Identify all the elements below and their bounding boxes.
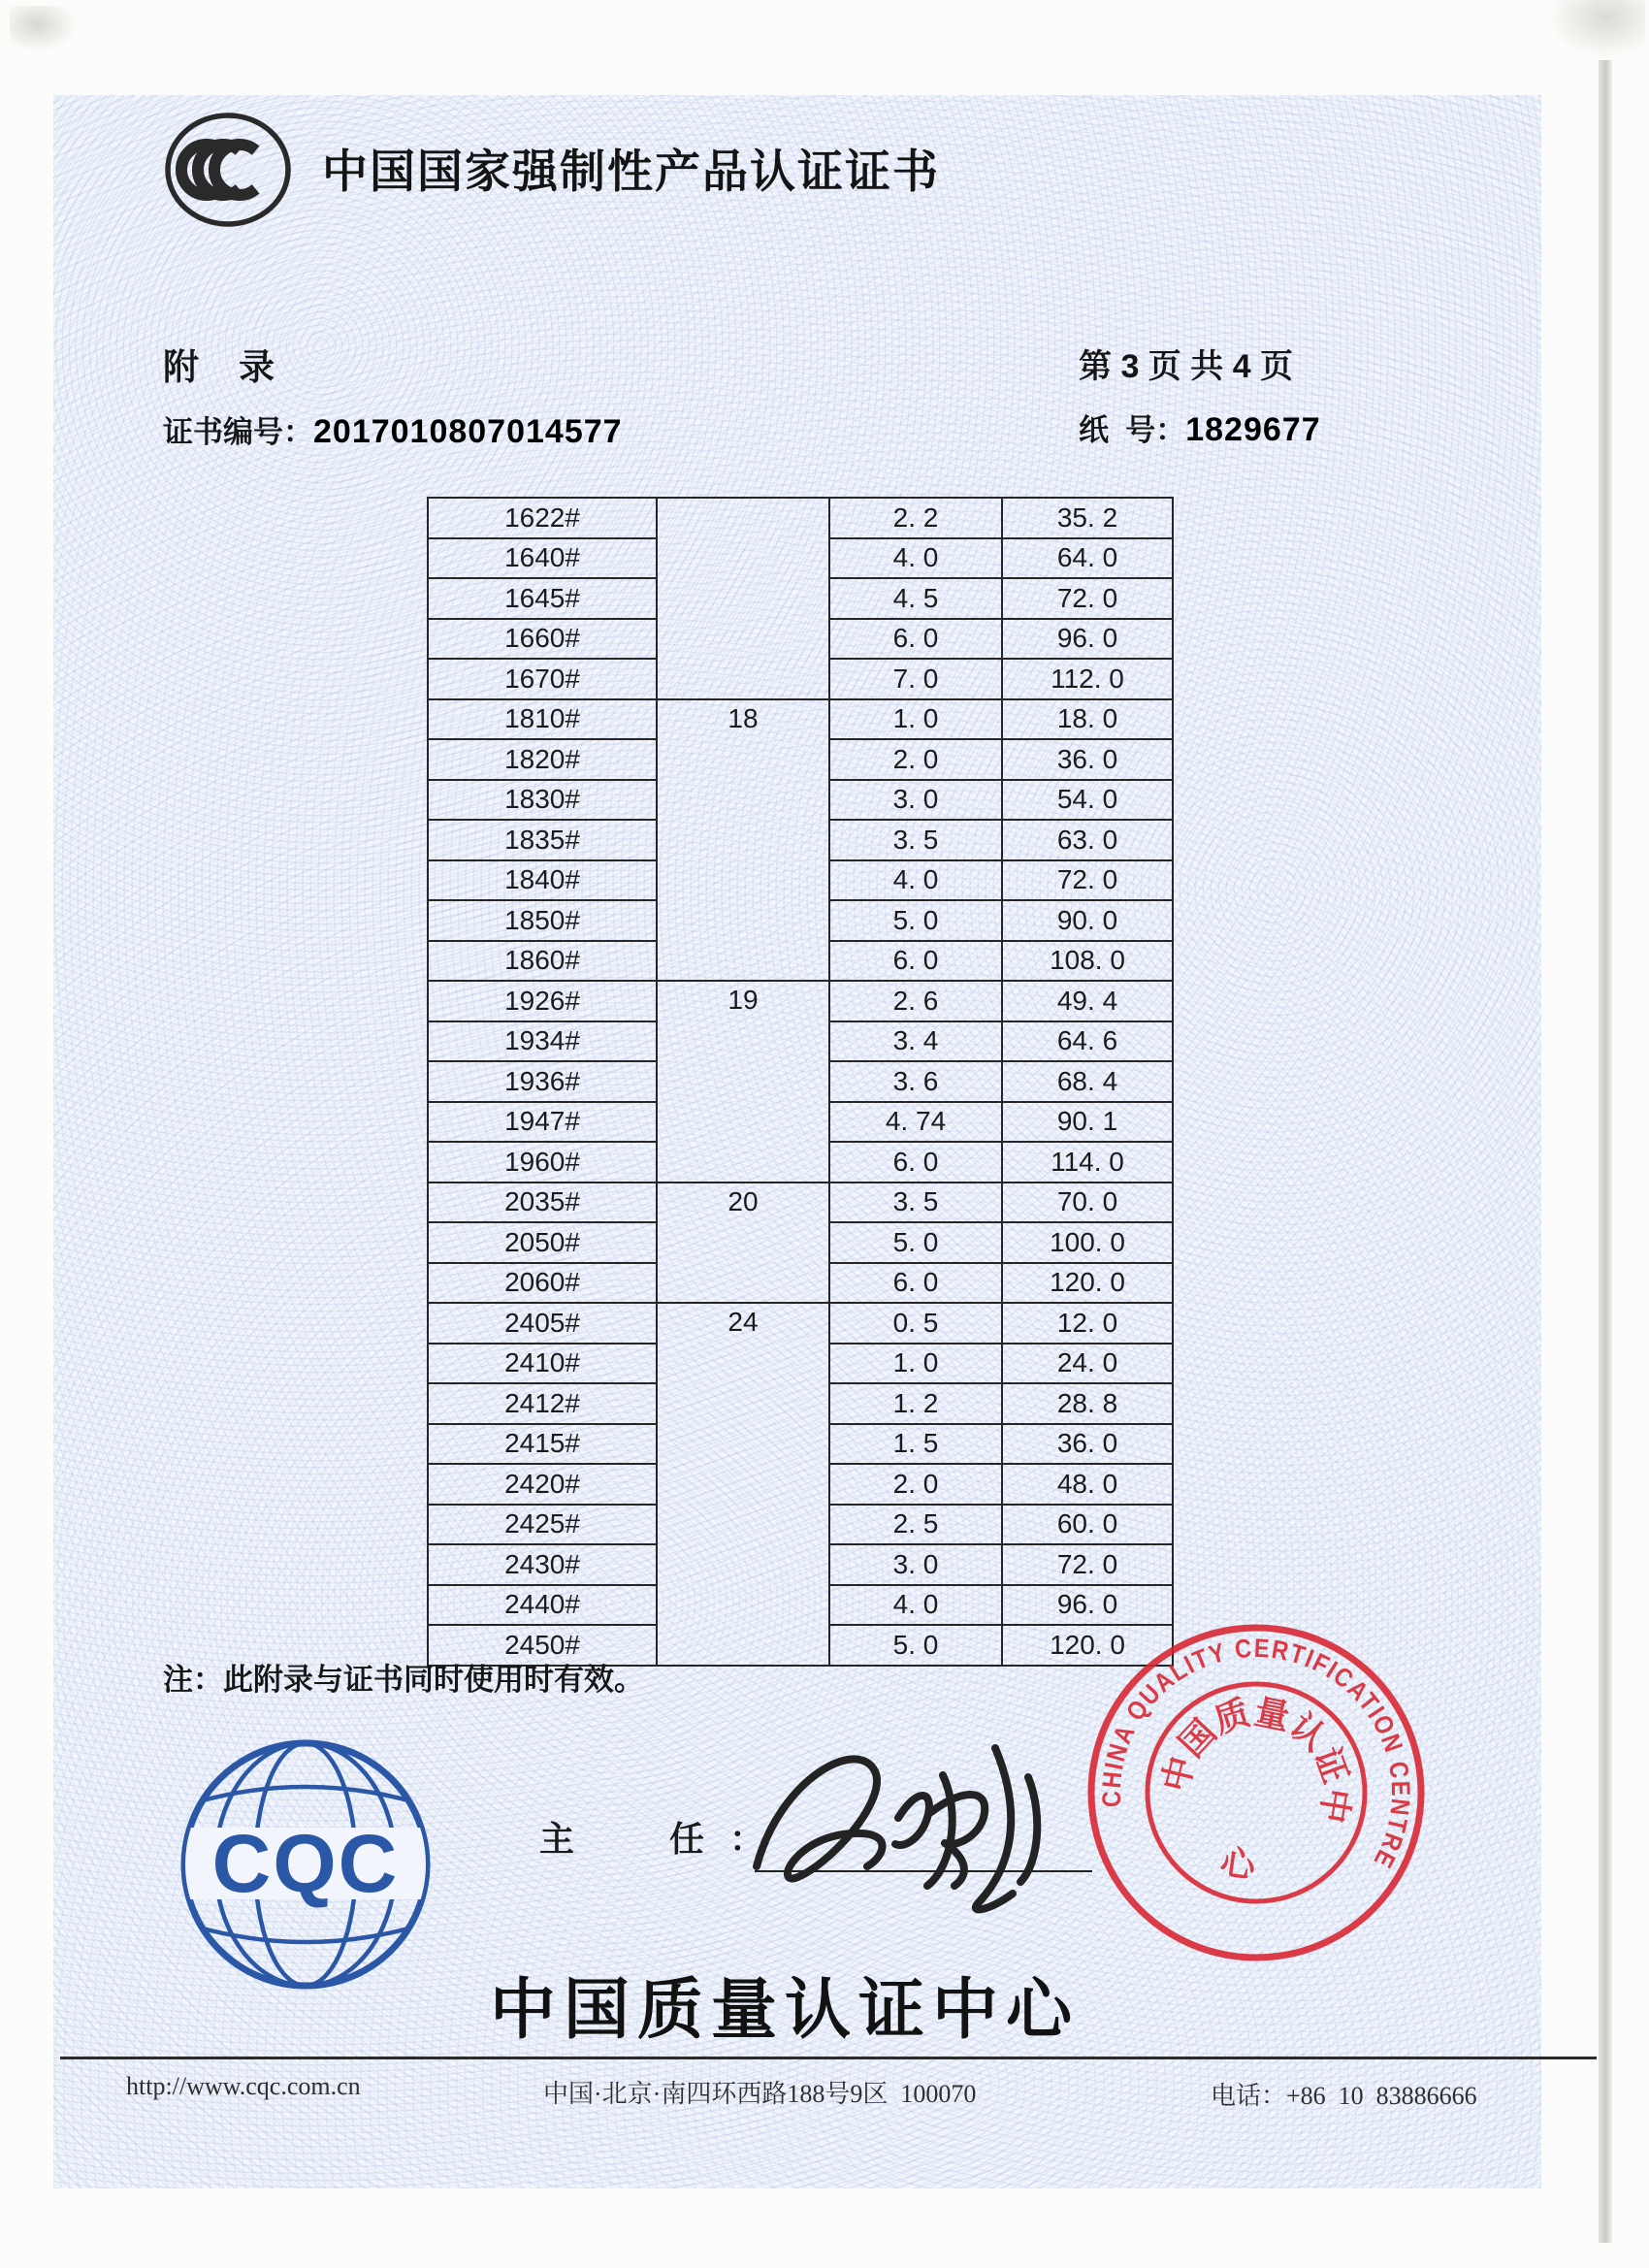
value2-cell: 108. 0 <box>1002 941 1173 982</box>
value-cell: 3. 0 <box>829 780 1002 821</box>
model-cell: 1840# <box>428 860 657 901</box>
paper-number-label: 纸 号： <box>1079 413 1186 447</box>
size-cell: 20 <box>657 1183 829 1304</box>
page-info: 第 3 页 共 4 页 <box>1079 348 1294 385</box>
model-cell: 2410# <box>428 1344 657 1384</box>
model-cell: 1926# <box>428 981 657 1021</box>
model-cell: 1960# <box>428 1142 657 1183</box>
value2-cell: 18. 0 <box>1002 699 1173 740</box>
certificate-number-label: 证书编号： <box>163 415 313 449</box>
value-cell: 4. 0 <box>829 860 1002 901</box>
appendix-label: 附 录 <box>163 347 275 387</box>
organization-name: 中国质量认证中心 <box>490 1973 1081 2047</box>
value-cell: 3. 5 <box>829 820 1002 860</box>
director-label: 主 任： <box>539 1819 791 1859</box>
value-cell: 6. 0 <box>829 1263 1002 1304</box>
model-cell: 1850# <box>428 900 657 941</box>
table-row <box>428 699 1173 740</box>
value-cell: 1. 2 <box>829 1383 1002 1424</box>
value2-cell: 96. 0 <box>1002 619 1173 660</box>
cqc-logo <box>170 1729 441 2000</box>
value-cell: 5. 0 <box>829 1222 1002 1263</box>
stamp-inner-bottom-text: 心 <box>1217 1841 1258 1886</box>
model-cell: 2412# <box>428 1383 657 1424</box>
value-cell: 3. 0 <box>829 1544 1002 1585</box>
value2-cell: 12. 0 <box>1002 1303 1173 1344</box>
validity-note: 注：此附录与证书同时使用时有效。 <box>163 1663 644 1697</box>
value-cell: 2. 5 <box>829 1505 1002 1545</box>
size-cell: 24 <box>657 1303 829 1666</box>
value-cell: 1. 5 <box>829 1424 1002 1465</box>
model-cell: 2415# <box>428 1424 657 1465</box>
paper-number-value: 1829677 <box>1185 411 1321 448</box>
value-cell: 2. 2 <box>829 498 1002 538</box>
size-cell <box>657 498 829 699</box>
value-cell: 5. 0 <box>829 900 1002 941</box>
signature-underline <box>755 1870 1092 1872</box>
table-row <box>428 981 1173 1021</box>
certificate-number-value: 2017010807014577 <box>313 413 623 450</box>
value2-cell: 63. 0 <box>1002 820 1173 860</box>
value2-cell: 68. 4 <box>1002 1061 1173 1102</box>
value2-cell: 24. 0 <box>1002 1344 1173 1384</box>
model-cell: 1622# <box>428 498 657 538</box>
model-cell: 1947# <box>428 1102 657 1143</box>
table-row <box>428 1183 1173 1223</box>
footer-phone: 电话：+86 10 83886666 <box>1211 2082 1477 2110</box>
table-row <box>428 1303 1173 1344</box>
svg-text:CHINA QUALITY CERTIFICATION <box>1088 1608 1440 1883</box>
model-cell: 2420# <box>428 1464 657 1505</box>
value2-cell: 70. 0 <box>1002 1183 1173 1223</box>
value2-cell: 28. 8 <box>1002 1383 1173 1424</box>
value-cell: 3. 6 <box>829 1061 1002 1102</box>
footer-address: 中国·北京·南四环西路188号9区 100070 <box>543 2080 977 2108</box>
value2-cell: 72. 0 <box>1002 860 1173 901</box>
stamp-ring-text: CHINA QUALITY CERTIFICATION CENTRE <box>1096 1633 1416 1877</box>
certificate-number-line <box>163 407 623 451</box>
ccc-logo <box>153 105 304 236</box>
model-cell: 2440# <box>428 1585 657 1626</box>
cqc-stamp <box>1072 1608 1440 1977</box>
stamp-inner-arc-text: 中国质量认证中 <box>1154 1691 1358 1827</box>
value-cell: 2. 6 <box>829 981 1002 1021</box>
value-cell: 4. 5 <box>829 578 1002 619</box>
value2-cell: 48. 0 <box>1002 1464 1173 1505</box>
model-cell: 1645# <box>428 578 657 619</box>
value2-cell: 100. 0 <box>1002 1222 1173 1263</box>
value-cell: 0. 5 <box>829 1303 1002 1344</box>
value2-cell: 72. 0 <box>1002 578 1173 619</box>
value2-cell: 112. 0 <box>1002 659 1173 699</box>
value2-cell: 72. 0 <box>1002 1544 1173 1585</box>
cqc-logo-text: CQC <box>211 1818 400 1909</box>
value-cell: 4. 0 <box>829 1585 1002 1626</box>
model-cell: 1835# <box>428 820 657 860</box>
footer-url: http://www.cqc.com.cn <box>126 2072 361 2100</box>
model-cell: 1820# <box>428 739 657 780</box>
value-cell: 6. 0 <box>829 1142 1002 1183</box>
model-cell: 1670# <box>428 659 657 699</box>
value-cell: 6. 0 <box>829 941 1002 982</box>
director-signature <box>737 1719 1106 1932</box>
page-edge-shadow <box>1599 60 1612 2243</box>
value-cell: 5. 0 <box>829 1625 1002 1666</box>
table-row <box>428 498 1173 538</box>
value2-cell: 90. 0 <box>1002 900 1173 941</box>
value2-cell: 64. 0 <box>1002 538 1173 579</box>
value-cell: 3. 4 <box>829 1021 1002 1062</box>
value2-cell: 114. 0 <box>1002 1142 1173 1183</box>
model-cell: 1810# <box>428 699 657 740</box>
certificate-title: 中国国家强制性产品认证证书 <box>322 146 940 197</box>
value2-cell: 54. 0 <box>1002 780 1173 821</box>
model-cell: 1660# <box>428 619 657 660</box>
value-cell: 1. 0 <box>829 699 1002 740</box>
value2-cell: 49. 4 <box>1002 981 1173 1021</box>
model-cell: 1936# <box>428 1061 657 1102</box>
value2-cell: 120. 0 <box>1002 1625 1173 1666</box>
size-cell: 18 <box>657 699 829 982</box>
model-cell: 2035# <box>428 1183 657 1223</box>
value2-cell: 120. 0 <box>1002 1263 1173 1304</box>
scan-corner-mark-left <box>10 6 78 52</box>
value-cell: 7. 0 <box>829 659 1002 699</box>
value2-cell: 36. 0 <box>1002 739 1173 780</box>
scan-corner-mark-right <box>1548 0 1645 58</box>
value2-cell: 35. 2 <box>1002 498 1173 538</box>
value2-cell: 64. 6 <box>1002 1021 1173 1062</box>
value2-cell: 36. 0 <box>1002 1424 1173 1465</box>
value-cell: 3. 5 <box>829 1183 1002 1223</box>
appendix-table-body <box>428 498 1173 1666</box>
model-cell: 1640# <box>428 538 657 579</box>
value-cell: 2. 0 <box>829 1464 1002 1505</box>
appendix-table <box>427 497 1174 1667</box>
value-cell: 4. 74 <box>829 1102 1002 1143</box>
model-cell: 2405# <box>428 1303 657 1344</box>
size-cell: 19 <box>657 981 829 1183</box>
value-cell: 6. 0 <box>829 619 1002 660</box>
value-cell: 2. 0 <box>829 739 1002 780</box>
value-cell: 1. 0 <box>829 1344 1002 1384</box>
model-cell: 2050# <box>428 1222 657 1263</box>
model-cell: 2060# <box>428 1263 657 1304</box>
model-cell: 2425# <box>428 1505 657 1545</box>
paper-number-line <box>1079 405 1321 449</box>
value2-cell: 90. 1 <box>1002 1102 1173 1143</box>
value2-cell: 96. 0 <box>1002 1585 1173 1626</box>
value2-cell: 60. 0 <box>1002 1505 1173 1545</box>
model-cell: 2430# <box>428 1544 657 1585</box>
footer-divider <box>60 2057 1597 2059</box>
model-cell: 1934# <box>428 1021 657 1062</box>
value-cell: 4. 0 <box>829 538 1002 579</box>
model-cell: 1830# <box>428 780 657 821</box>
model-cell: 1860# <box>428 941 657 982</box>
model-cell: 2450# <box>428 1625 657 1666</box>
